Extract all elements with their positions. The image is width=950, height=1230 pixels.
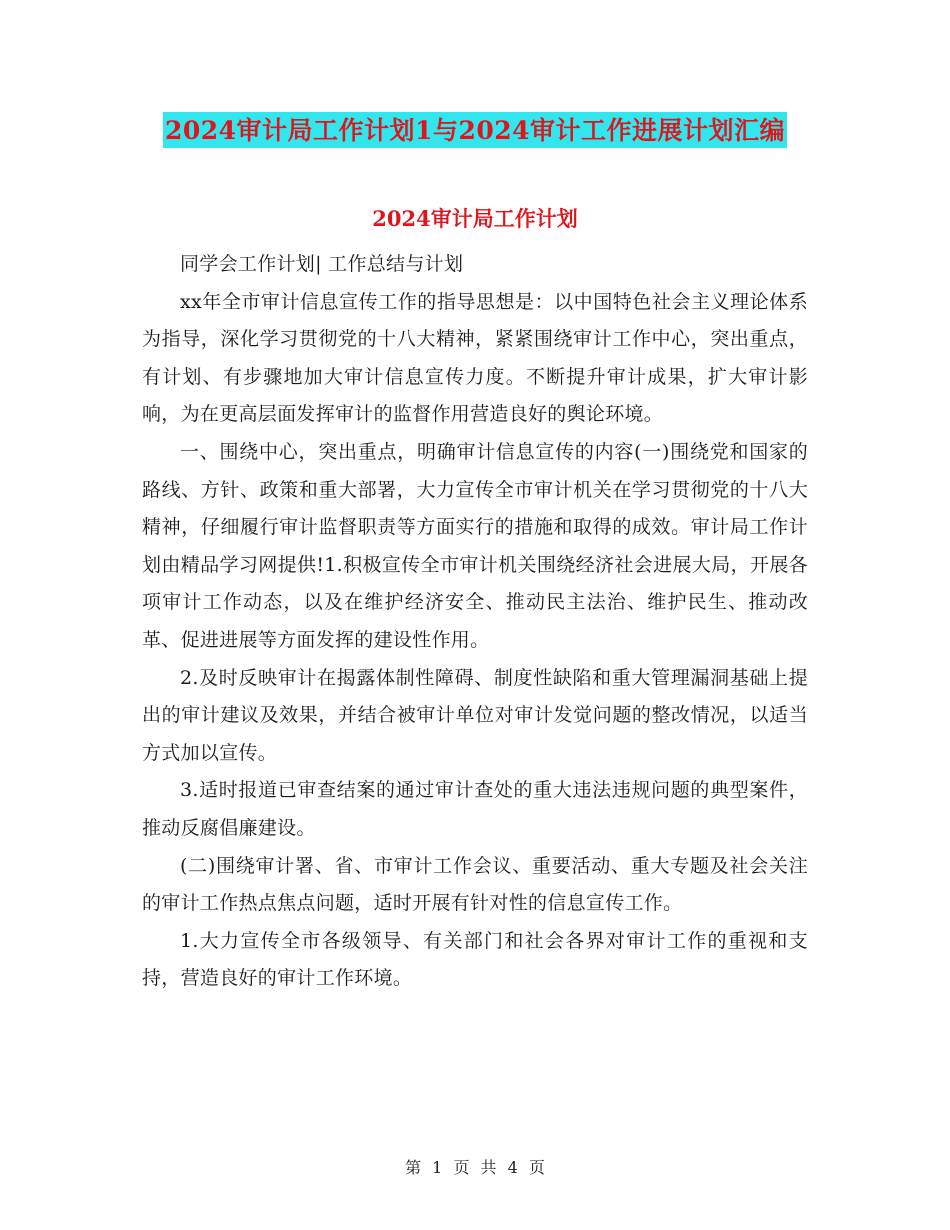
paragraph: xx年全市审计信息宣传工作的指导思想是：以中国特色社会主义理论体系为指导，深化学习贯彻党的十八大精神，紧紧围绕审计工作中心，突出重点，有计划、有步骤地加大审计信息宣传力度。不断提升审计成果，扩大审计影响，为在更高层面发挥审计的监督作用营造良好的舆论环境。	[142, 290, 808, 426]
paragraph: 3.适时报道已审查结案的通过审计查处的重大违法违规问题的典型案件，推动反腐倡廉建设。	[142, 779, 808, 839]
section-title: 2024审计局工作计划	[372, 206, 578, 231]
document-body	[142, 246, 808, 998]
paragraph: 1.大力宣传全市各级领导、有关部门和社会各界对审计工作的重视和支持，营造良好的审计工作环境。	[142, 929, 808, 990]
document-title: 2024审计局工作计划1与2024审计工作进展计划汇编	[163, 112, 787, 148]
page-number-footer: 第 1 页 共 4 页	[405, 1158, 545, 1177]
paragraph: 一、围绕中心，突出重点，明确审计信息宣传的内容(一)围绕党和国家的路线、方针、政策和重大部署，大力宣传全市审计机关在学习贯彻党的十八大精神，仔细履行审计监督职责等方面实行的措施和取得的成效。审计局工作计划由精品学习网提供!1.积极宣传全市审计机关围绕经济社会进展大局，开展各项审计工作动态，以及在维护经济安全、推动民主法治、维护民生、推动改革、促进进展等方面发挥的建设性作用。	[142, 440, 808, 651]
paragraph-subtitle: 同学会工作计划| 工作总结与计划	[180, 253, 464, 275]
paragraph: (二)围绕审计署、省、市审计工作会议、重要活动、重大专题及社会关注的审计工作热点焦点问题，适时开展有针对性的信息宣传工作。	[142, 854, 808, 915]
document-title-wrapper	[0, 112, 950, 148]
paragraph: 2.及时反映审计在揭露体制性障碍、制度性缺陷和重大管理漏洞基础上提出的审计建议及效果，并结合被审计单位对审计发觉问题的整改情况，以适当方式加以宣传。	[142, 666, 808, 764]
